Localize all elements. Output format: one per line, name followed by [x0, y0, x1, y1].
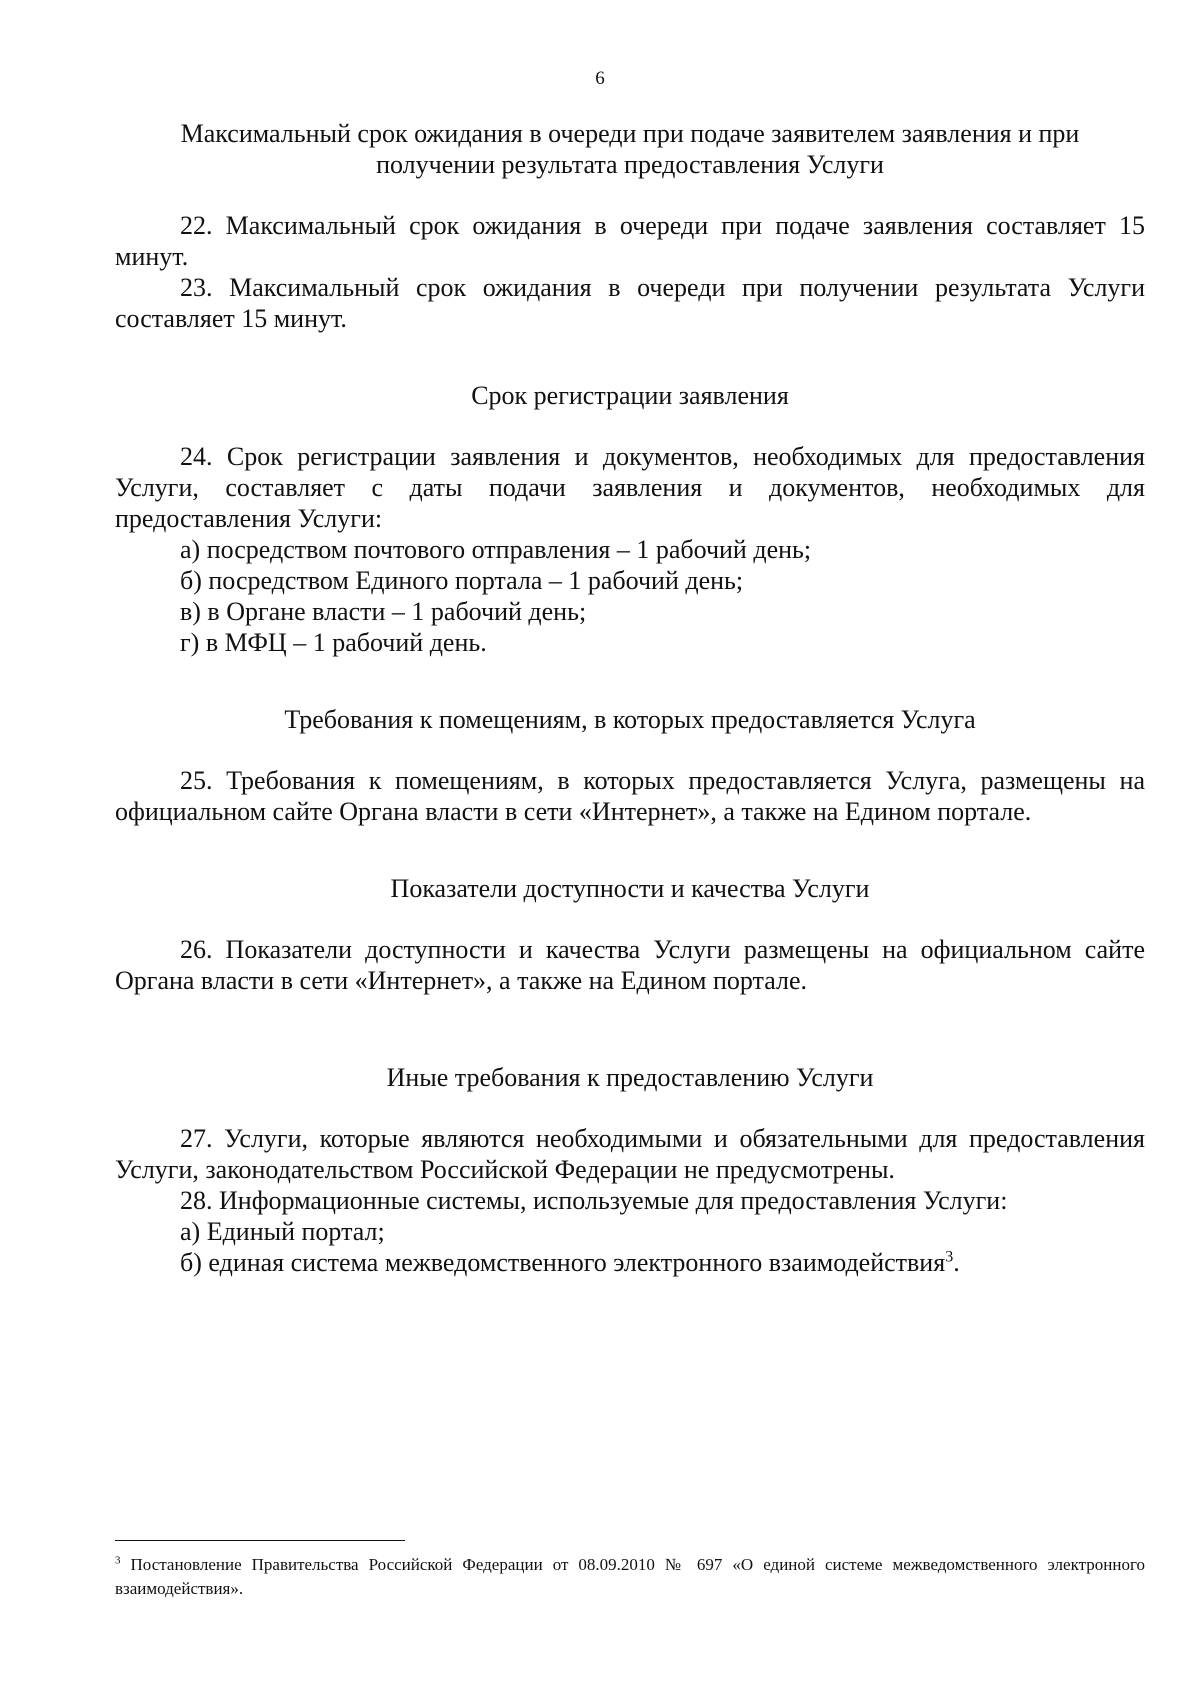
- footnote-text: Постановление Правительства Российской Федерации от 08.09.2010 № 697 «О единой системе межведомственного электронного взаимодействия».: [115, 1555, 1145, 1598]
- heading-queue-wait: Максимальный срок ожидания в очереди при подаче заявителем заявления и при получении результата предоставления Услуги: [180, 119, 1080, 179]
- footnote-separator: [115, 1540, 405, 1541]
- paragraph-28-item-b-text: б) единая система межведомственного электронного взаимодействия: [180, 1248, 946, 1277]
- paragraph-28-item-a: а) Единый портал;: [180, 1217, 385, 1246]
- paragraph-27: 27. Услуги, которые являются необходимыми и обязательными для предоставления Услуги, законодательством Российской Федерации не предусмотрены.: [115, 1124, 1145, 1184]
- heading-other-requirements: Иные требования к предоставлению Услуги: [386, 1063, 874, 1092]
- paragraph-24-item-c: в) в Органе власти – 1 рабочий день;: [180, 597, 587, 626]
- paragraph-24-item-a: а) посредством почтового отправления – 1 рабочий день;: [180, 535, 812, 564]
- heading-premises: Требования к помещениям, в которых предоставляется Услуга: [284, 705, 976, 734]
- paragraph-25: 25. Требования к помещениям, в которых предоставляется Услуга, размещены на официальном сайте Органа власти в сети «Интернет», а также на Едином портале.: [115, 766, 1145, 826]
- paragraph-22: 22. Максимальный срок ожидания в очереди при подаче заявления составляет 15 минут.: [115, 211, 1145, 271]
- paragraph-26: 26. Показатели доступности и качества Услуги размещены на официальном сайте Органа власти в сети «Интернет», а также на Едином портале.: [115, 935, 1145, 995]
- heading-indicators: Показатели доступности и качества Услуги: [390, 874, 870, 903]
- page-number: 6: [595, 68, 605, 89]
- footnote-mark: 3: [115, 1554, 121, 1567]
- footnote: [115, 1553, 1145, 1601]
- paragraph-24-item-b: б) посредством Единого портала – 1 рабочий день;: [180, 566, 744, 595]
- paragraph-24-item-d: г) в МФЦ – 1 рабочий день.: [180, 628, 487, 657]
- paragraph-23: 23. Максимальный срок ожидания в очереди при получении результата Услуги составляет 15 минут.: [115, 273, 1145, 333]
- footnote-reference[interactable]: 3: [945, 1248, 954, 1266]
- document-body: [115, 118, 1145, 1278]
- paragraph-28: 28. Информационные системы, используемые для предоставления Услуги:: [180, 1186, 1008, 1215]
- heading-registration: Срок регистрации заявления: [471, 381, 789, 410]
- paragraph-24: 24. Срок регистрации заявления и документов, необходимых для предоставления Услуги, составляет с даты подачи заявления и документов, необходимых для предоставления Услуги:: [115, 442, 1145, 533]
- paragraph-28-item-b-end: .: [953, 1248, 960, 1277]
- paragraph-28-item-b: [115, 1247, 1145, 1278]
